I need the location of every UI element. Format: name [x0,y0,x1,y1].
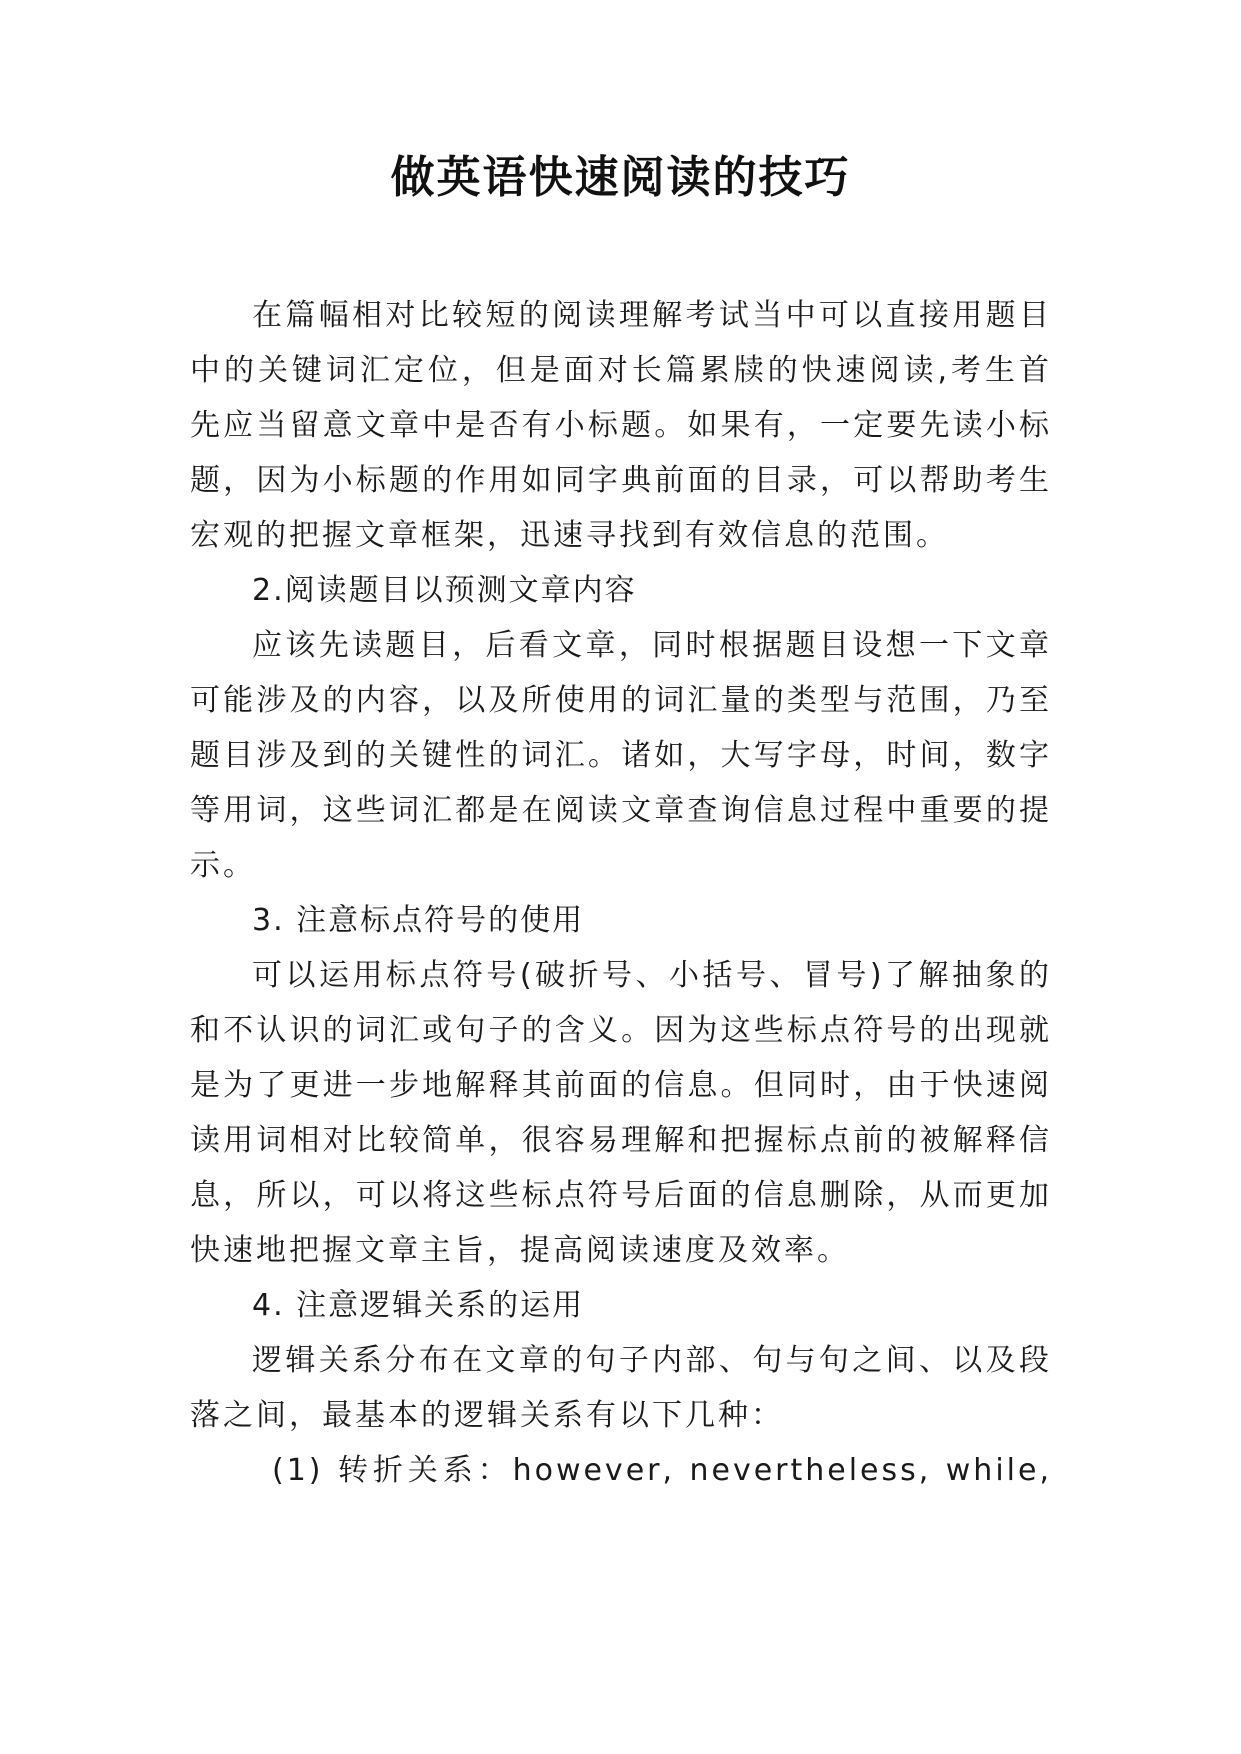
list-item-contrast: (1) 转折关系：however, nevertheless, while, [272,1453,1052,1488]
section-heading-4: 4. 注意逻辑关系的运用 [252,1288,585,1323]
section-heading-3: 3. 注意标点符号的使用 [252,903,585,938]
paragraph-section-4: 逻辑关系分布在文章的句子内部、句与句之间、以及段落之间，最基本的逻辑关系有以下几种： [190,1343,1052,1433]
document-title: 做英语快速阅读的技巧 [390,152,851,203]
paragraph-section-3: 可以运用标点符号(破折号、小括号、冒号)了解抽象的和不认识的词汇或句子的含义。因为这些标点符号的出现就是为了更进一步地解释其前面的信息。但同时，由于快速阅读用词相对比较简单，很容易理解和把握标点前的被解释信息，所以，可以将这些标点符号后面的信息删除，从而更加快速地把握文章主旨，提高阅读速度及效率。 [190,958,1052,1268]
document-body [190,288,1052,1498]
section-heading-2: 2.阅读题目以预测文章内容 [252,573,637,608]
paragraph-intro: 在篇幅相对比较短的阅读理解考试当中可以直接用题目中的关键词汇定位，但是面对长篇累牍的快速阅读,考生首先应当留意文章中是否有小标题。如果有，一定要先读小标题，因为小标题的作用如同字典前面的目录，可以帮助考生宏观的把握文章框架，迅速寻找到有效信息的范围。 [190,298,1052,553]
paragraph-section-2: 应该先读题目，后看文章，同时根据题目设想一下文章可能涉及的内容，以及所使用的词汇量的类型与范围，乃至题目涉及到的关键性的词汇。诸如，大写字母，时间，数字等用词，这些词汇都是在阅读文章查询信息过程中重要的提示。 [190,628,1052,883]
